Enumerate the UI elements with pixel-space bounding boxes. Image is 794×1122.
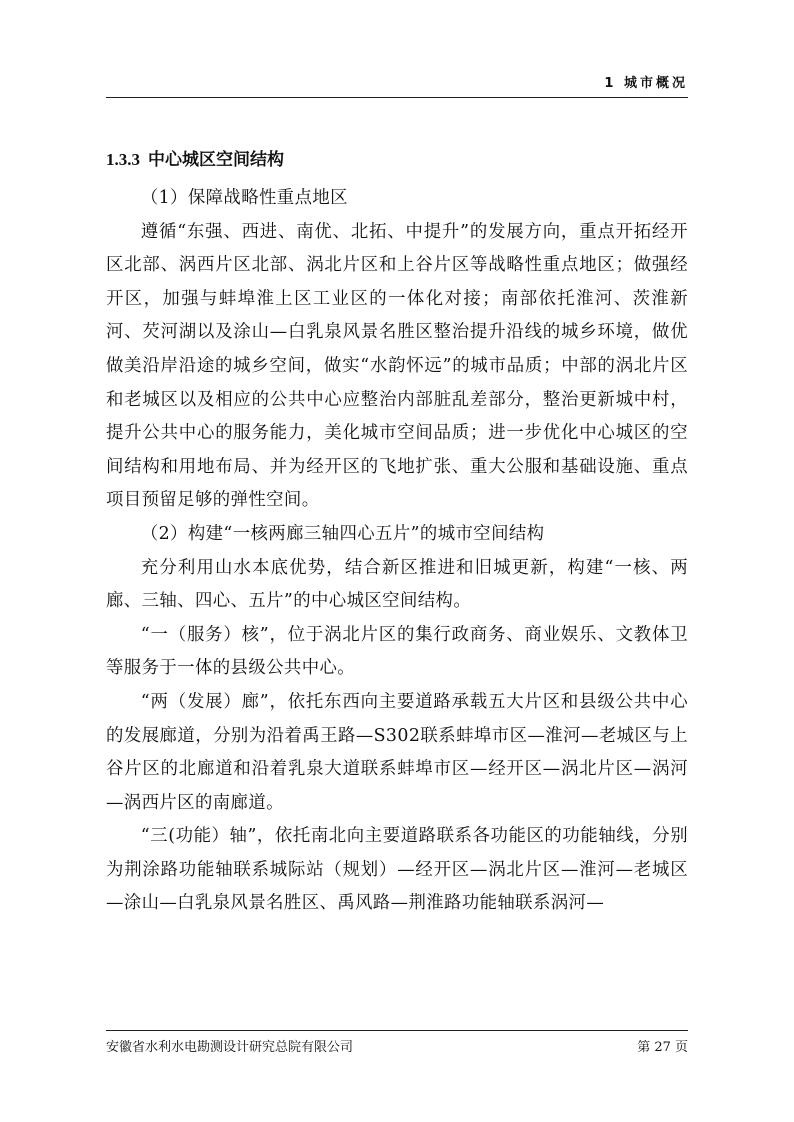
section-title: 中心城区空间结构: [148, 150, 284, 170]
subheading-1: （1）保障战略性重点地区: [140, 188, 348, 208]
paragraph: “一（服务）核”，位于涡北片区的集行政商务、商业娱乐、文教体卫等服务于一体的县级公共中心。: [106, 624, 688, 679]
section-heading: [106, 145, 688, 175]
page-header: [106, 62, 688, 98]
paragraph: “三(功能）轴”，依托南北向主要道路联系各功能区的功能轴线，分别为荆涂路功能轴联系城际站（规划）—经开区—涡北片区—淮河—老城区—涂山—白乳泉风景名胜区、禹风路—荆淮路功能轴联系涡河—: [106, 826, 688, 914]
chapter-heading: 1 城市概况: [604, 76, 688, 91]
section-number: 1.3.3: [106, 150, 140, 169]
footer-divider: [106, 1030, 688, 1031]
paragraph: “两（发展）廊”，依托东西向主要道路承载五大片区和县级公共中心的发展廊道，分别为沿着禹王路—S302联系蚌埠市区—淮河—老城区与上谷片区的北廊道和沿着乳泉大道联系蚌埠市区—经开区—涡北片区—涡河—涡西片区的南廊道。: [106, 691, 688, 813]
subheading-2: （2）构建“一核两廊三轴四心五片”的城市空间结构: [140, 523, 545, 544]
paragraph: 遵循“东强、西进、南优、北拓、中提升”的发展方向，重点开拓经开区北部、涡西片区北部、涡北片区和上谷片区等战略性重点地区；做强经开区，加强与蚌埠淮上区工业区的一体化对接；南部依托淮河、茨淮新河、芡河湖以及涂山—白乳泉风景名胜区整治提升沿线的城乡环境，做优做美沿岸沿途的城乡空间，做实“水韵怀远”的城市品质；中部的涡北片区和老城区以及相应的公共中心应整治内部脏乱差部分，整治更新城中村，提升公共中心的服务能力，美化城市空间品质；进一步优化中心城区的空间结构和用地布局、并为经开区的飞地扩张、重大公服和基础设施、重点项目预留足够的弹性空间。: [106, 221, 688, 511]
page-footer: [106, 1030, 688, 1055]
page-number: 第 27 页: [637, 1040, 688, 1055]
header-divider: [106, 97, 688, 98]
organization-name: 安徽省水利水电勘测设计研究总院有限公司: [106, 1040, 354, 1055]
page-body: [106, 145, 688, 921]
paragraph: 充分利用山水本底优势，结合新区推进和旧城更新，构建“一核、两廊、三轴、四心、五片”的中心城区空间结构。: [106, 557, 688, 612]
